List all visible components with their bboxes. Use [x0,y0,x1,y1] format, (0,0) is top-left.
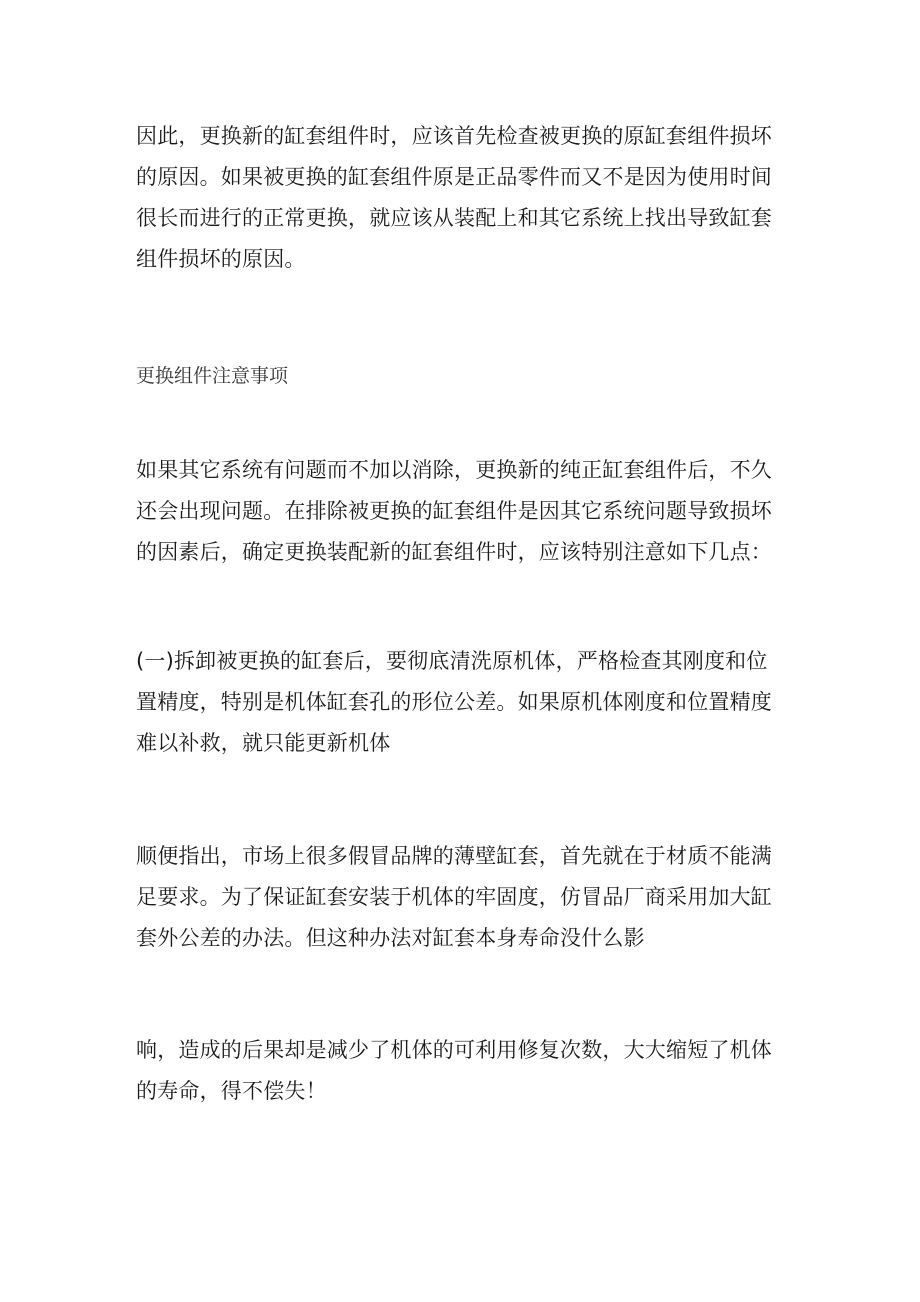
text-line: 的寿命，得不偿失！ [136,1079,327,1103]
text-line: (一)拆卸被更换的缸套后，要彻底清洗原机体，严格检查其刚度和位 [136,649,768,673]
paragraph-counterfeit [136,836,806,959]
text-line: 还会出现问题。在排除被更换的缸套组件是因其它系统问题导致损坏 [136,499,772,523]
paragraph-other-systems [136,450,806,573]
paragraph-cause [136,116,806,280]
text-line: 套外公差的办法。但这种办法对缸套本身寿命没什么影 [136,926,645,950]
paragraph-consequence [136,1030,806,1112]
text-line: 如果其它系统有问题而不加以消除，更换新的纯正缸套组件后，不久 [136,458,772,482]
section-heading: 更换组件注意事项 [136,365,289,387]
text-line: 响，造成的后果却是减少了机体的可利用修复次数，大大缩短了机体 [136,1038,772,1062]
text-line: 难以补救，就只能更新机体 [136,731,391,755]
paragraph-point-one [136,641,806,764]
text-line: 顺便指出，市场上很多假冒品牌的薄壁缸套，首先就在于材质不能满 [136,844,772,868]
text-line: 组件损坏的原因。 [136,247,306,271]
text-line: 很长而进行的正常更换，就应该从装配上和其它系统上找出导致缸套 [136,206,772,230]
text-line: 的因素后，确定更换装配新的缸套组件时，应该特别注意如下几点： [136,540,772,564]
text-line: 因此，更换新的缸套组件时，应该首先检查被更换的原缸套组件损坏 [136,124,772,148]
text-line: 置精度，特别是机体缸套孔的形位公差。如果原机体刚度和位置精度 [136,690,772,714]
text-line: 足要求。为了保证缸套安装于机体的牢固度，仿冒品厂商采用加大缸 [136,885,772,909]
text-line: 的原因。如果被更换的缸套组件原是正品零件而又不是因为使用时间 [136,165,772,189]
